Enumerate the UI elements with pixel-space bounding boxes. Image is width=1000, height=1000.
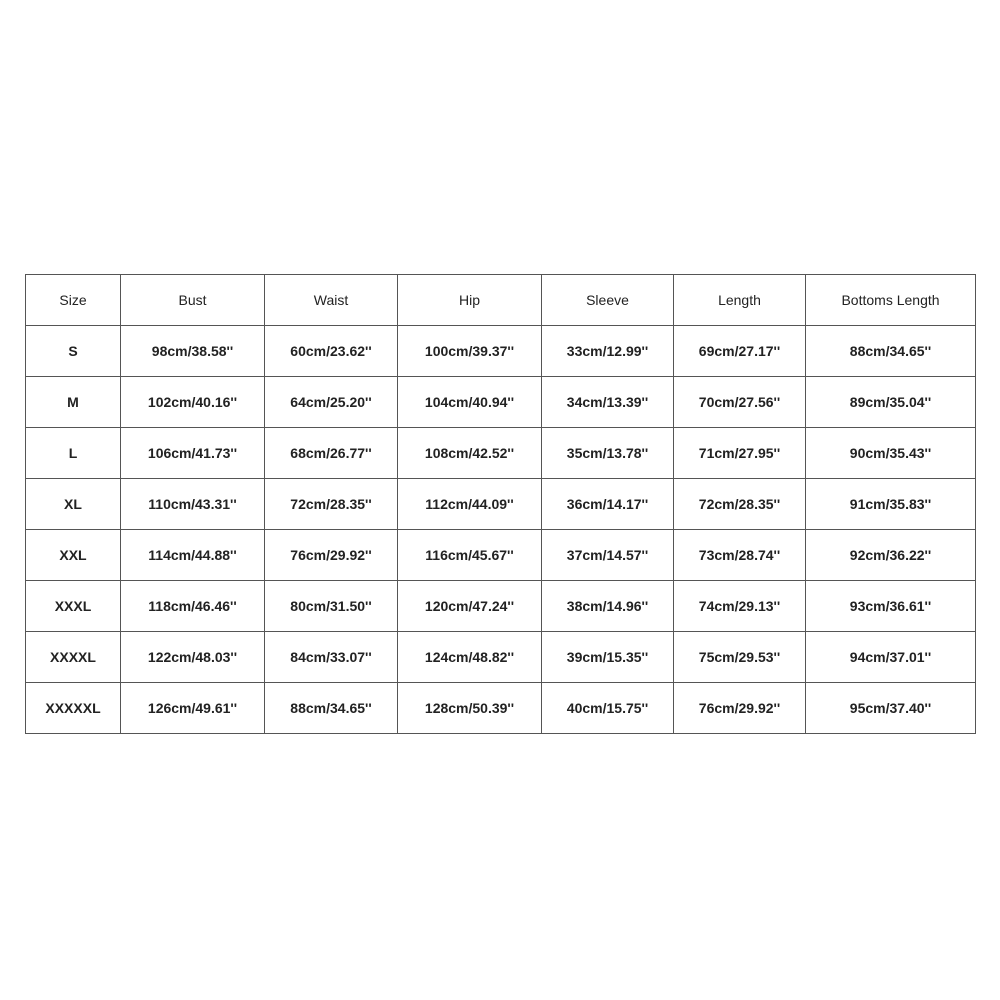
table-row [26, 479, 976, 530]
hip-cell: 108cm/42.52'' [398, 428, 542, 479]
size-cell: S [26, 326, 121, 377]
waist-cell: 64cm/25.20'' [265, 377, 398, 428]
length-cell: 72cm/28.35'' [674, 479, 806, 530]
size-cell: XXXL [26, 581, 121, 632]
header-bust: Bust [121, 275, 265, 326]
waist-cell: 84cm/33.07'' [265, 632, 398, 683]
hip-cell: 104cm/40.94'' [398, 377, 542, 428]
table-row [26, 377, 976, 428]
length-cell: 74cm/29.13'' [674, 581, 806, 632]
sleeve-cell: 37cm/14.57'' [542, 530, 674, 581]
size-cell: XXXXL [26, 632, 121, 683]
length-cell: 69cm/27.17'' [674, 326, 806, 377]
bottoms-length-cell: 88cm/34.65'' [806, 326, 976, 377]
bust-cell: 114cm/44.88'' [121, 530, 265, 581]
waist-cell: 72cm/28.35'' [265, 479, 398, 530]
size-cell: L [26, 428, 121, 479]
sleeve-cell: 35cm/13.78'' [542, 428, 674, 479]
sleeve-cell: 38cm/14.96'' [542, 581, 674, 632]
sleeve-cell: 40cm/15.75'' [542, 683, 674, 734]
table-row [26, 632, 976, 683]
bottoms-length-cell: 92cm/36.22'' [806, 530, 976, 581]
header-row [26, 275, 976, 326]
table-row [26, 428, 976, 479]
bottoms-length-cell: 95cm/37.40'' [806, 683, 976, 734]
bottoms-length-cell: 94cm/37.01'' [806, 632, 976, 683]
hip-cell: 100cm/39.37'' [398, 326, 542, 377]
bust-cell: 98cm/38.58'' [121, 326, 265, 377]
bust-cell: 110cm/43.31'' [121, 479, 265, 530]
header-hip: Hip [398, 275, 542, 326]
bust-cell: 122cm/48.03'' [121, 632, 265, 683]
waist-cell: 88cm/34.65'' [265, 683, 398, 734]
bust-cell: 118cm/46.46'' [121, 581, 265, 632]
length-cell: 75cm/29.53'' [674, 632, 806, 683]
header-bottoms-length: Bottoms Length [806, 275, 976, 326]
waist-cell: 68cm/26.77'' [265, 428, 398, 479]
hip-cell: 112cm/44.09'' [398, 479, 542, 530]
bust-cell: 126cm/49.61'' [121, 683, 265, 734]
size-cell: XL [26, 479, 121, 530]
length-cell: 71cm/27.95'' [674, 428, 806, 479]
waist-cell: 60cm/23.62'' [265, 326, 398, 377]
length-cell: 76cm/29.92'' [674, 683, 806, 734]
hip-cell: 120cm/47.24'' [398, 581, 542, 632]
bottoms-length-cell: 89cm/35.04'' [806, 377, 976, 428]
size-cell: XXL [26, 530, 121, 581]
size-chart-table [25, 274, 976, 734]
table-row [26, 326, 976, 377]
bottoms-length-cell: 91cm/35.83'' [806, 479, 976, 530]
table-row [26, 581, 976, 632]
hip-cell: 116cm/45.67'' [398, 530, 542, 581]
waist-cell: 76cm/29.92'' [265, 530, 398, 581]
bust-cell: 102cm/40.16'' [121, 377, 265, 428]
hip-cell: 124cm/48.82'' [398, 632, 542, 683]
sleeve-cell: 33cm/12.99'' [542, 326, 674, 377]
waist-cell: 80cm/31.50'' [265, 581, 398, 632]
size-cell: XXXXXL [26, 683, 121, 734]
header-waist: Waist [265, 275, 398, 326]
bust-cell: 106cm/41.73'' [121, 428, 265, 479]
table-row [26, 683, 976, 734]
sleeve-cell: 39cm/15.35'' [542, 632, 674, 683]
size-cell: M [26, 377, 121, 428]
header-sleeve: Sleeve [542, 275, 674, 326]
length-cell: 70cm/27.56'' [674, 377, 806, 428]
header-length: Length [674, 275, 806, 326]
header-size: Size [26, 275, 121, 326]
bottoms-length-cell: 93cm/36.61'' [806, 581, 976, 632]
bottoms-length-cell: 90cm/35.43'' [806, 428, 976, 479]
table-row [26, 530, 976, 581]
sleeve-cell: 36cm/14.17'' [542, 479, 674, 530]
length-cell: 73cm/28.74'' [674, 530, 806, 581]
hip-cell: 128cm/50.39'' [398, 683, 542, 734]
sleeve-cell: 34cm/13.39'' [542, 377, 674, 428]
